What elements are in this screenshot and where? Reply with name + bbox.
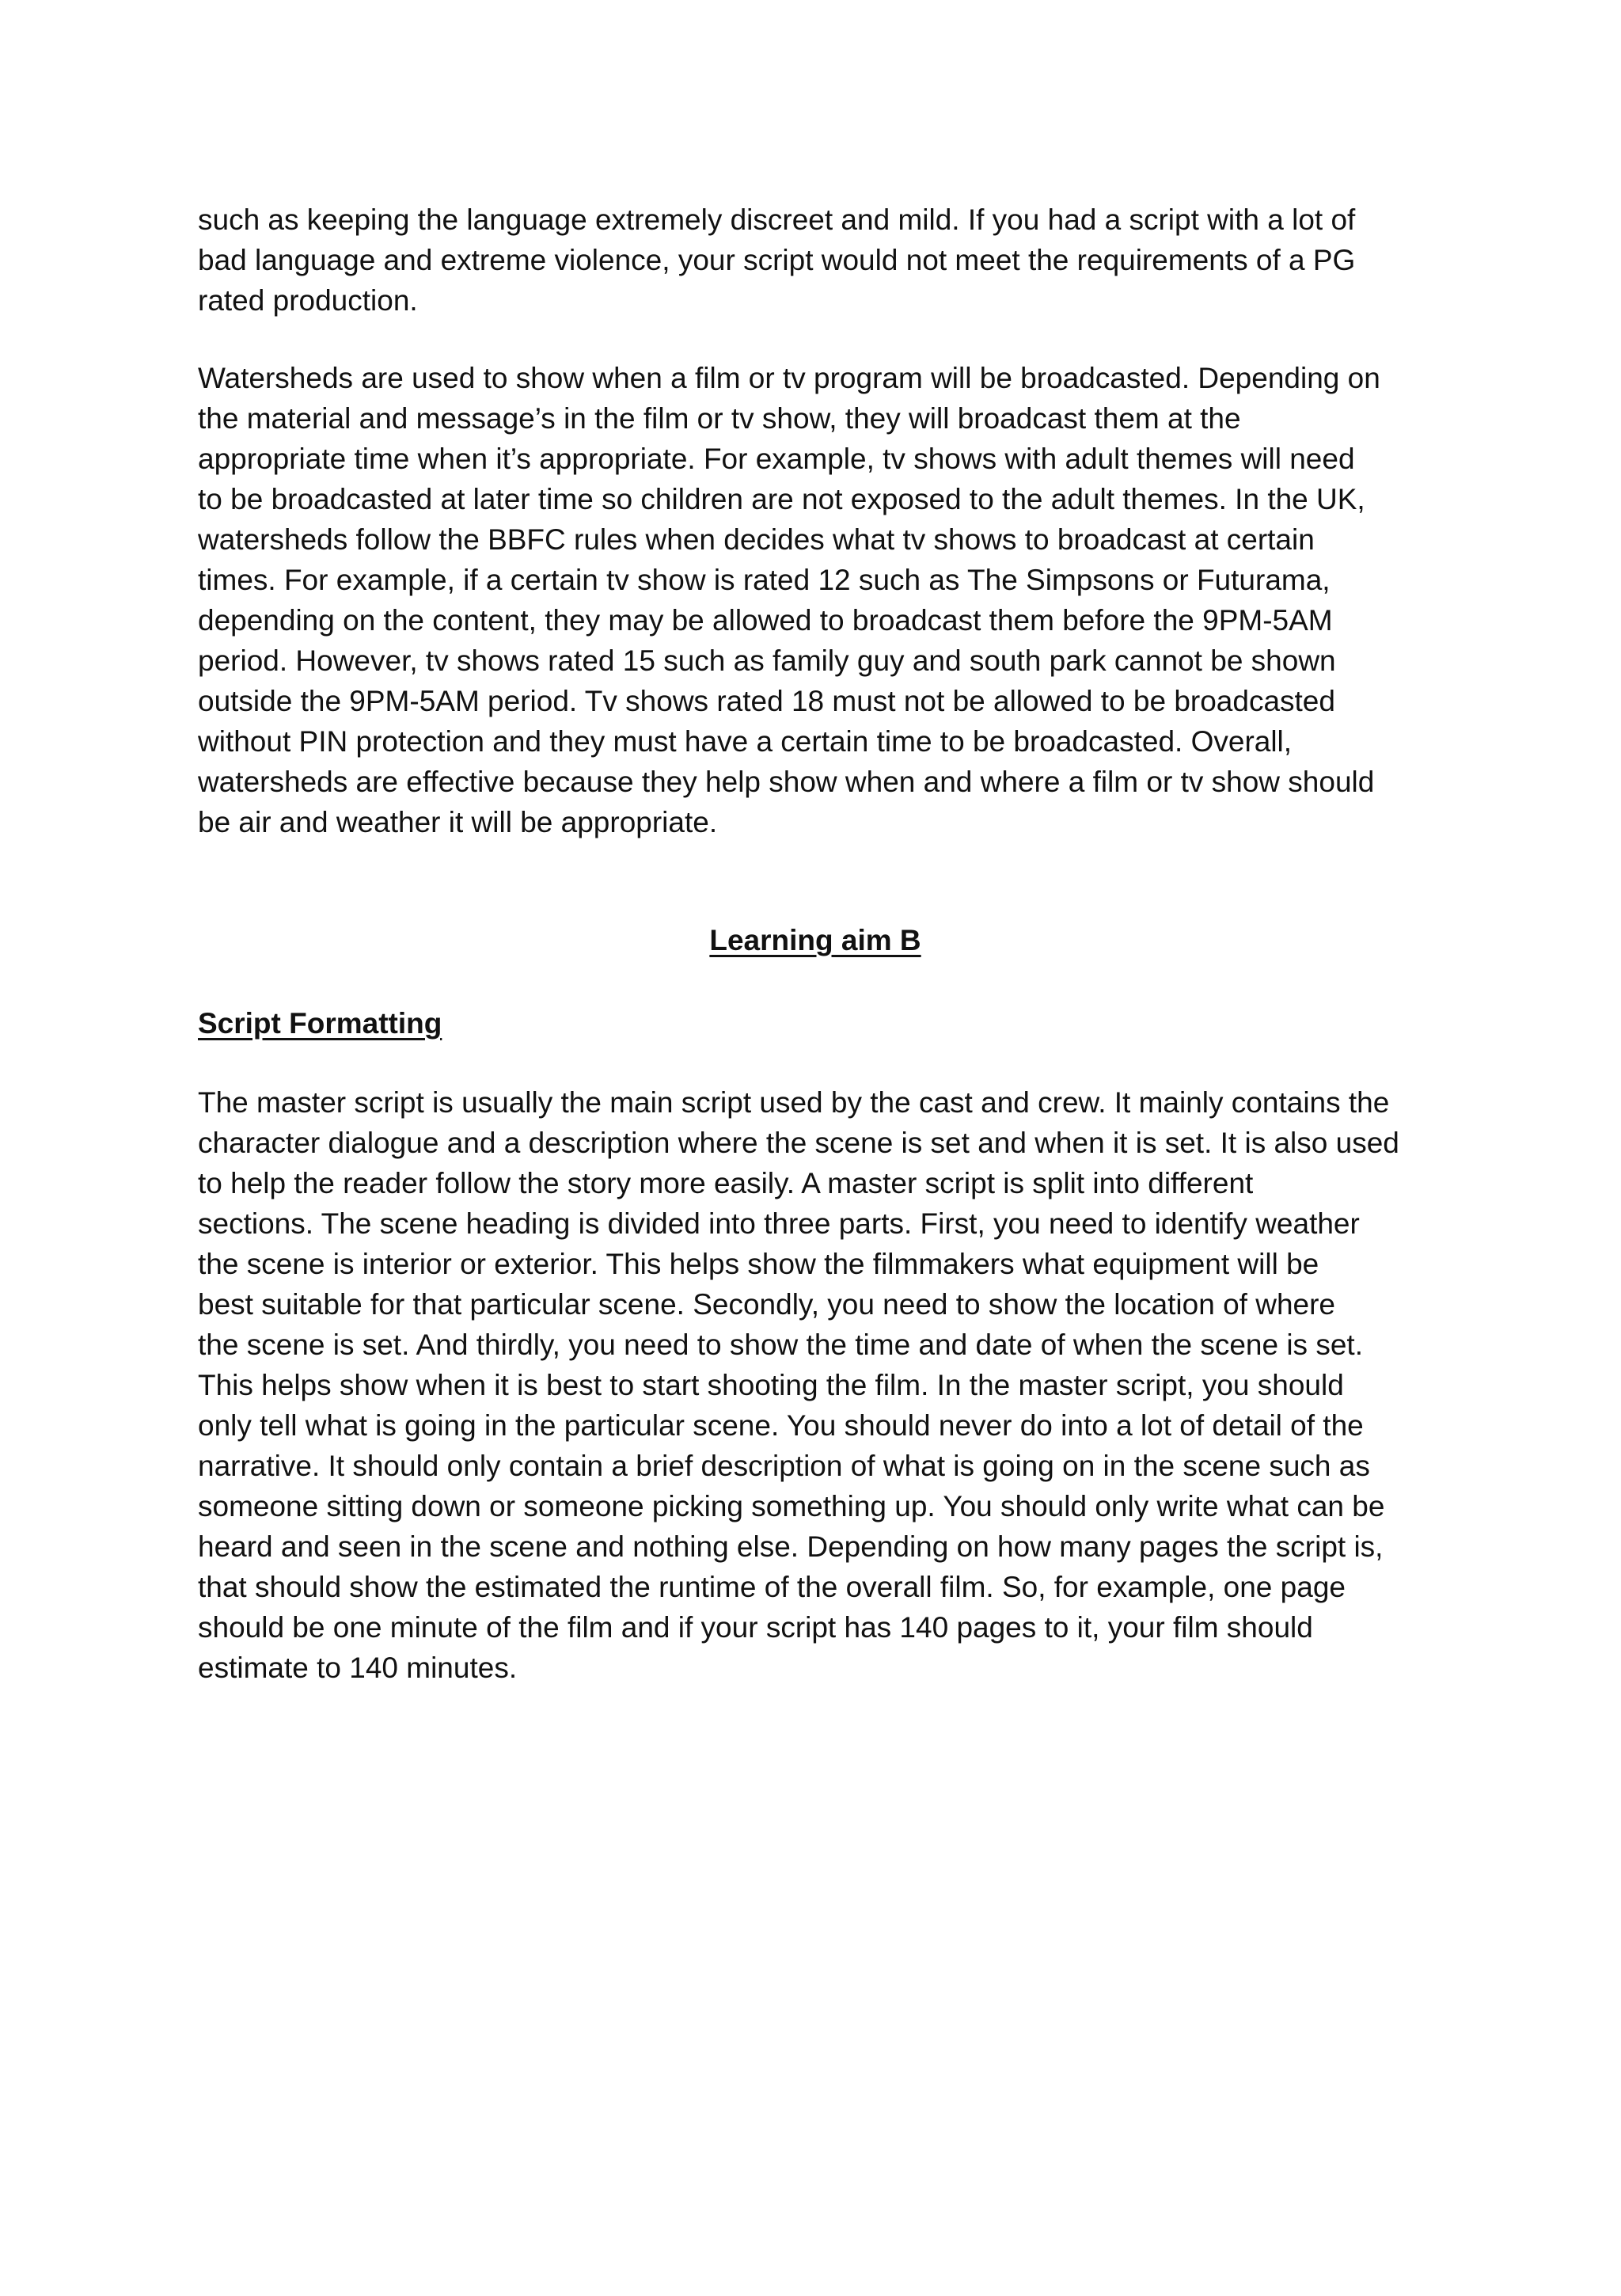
paragraph-master-script: The master script is usually the main script used by the cast and crew. It mainly contains the character dialogue and a description where the scene is set and when it is set. It is also used to help the reader follow the story more easily. A master script is split into different sections. The scene heading is divided into three parts. First, you need to identify weather the scene is interior or exterior. This helps show the filmmakers what equipment will be best suitable for that particular scene. Secondly, you need to show the location of where the scene is set. And thirdly, you need to show the time and date of when the scene is set. This helps show when it is best to start shooting the film. In the master script, you should only tell what is going in the particular scene. You should never do into a lot of detail of the narrative. It should only contain a brief description of what is going on in the scene such as someone sitting down or someone picking something up. You should only write what can be heard and seen in the scene and nothing else. Depending on how many pages the script is, that should show the estimated the runtime of the overall film. So, for example, one page should be one minute of the film and if your script has 140 pages to it, your film should estimate to 140 minutes. — [198, 1086, 1399, 1684]
heading-learning-aim-b: Learning aim B — [709, 924, 921, 956]
paragraph-ratings-continuation: such as keeping the language extremely discreet and mild. If you had a script with a lot of bad language and extreme violence, your script would not meet the requirements of a PG rated production. — [198, 203, 1356, 317]
paragraph-watersheds: Watersheds are used to show when a film or tv program will be broadcasted. Depending on the material and message’s in the film or tv show, they will broadcast them at the appropriate time when it’s appropriate. For example, tv shows with adult themes will need to be broadcasted at later time so children are not exposed to the adult themes. In the UK, watersheds follow the BBFC rules when decides what tv shows to broadcast at certain times. For example, if a certain tv show is rated 12 such as The Simpsons or Futurama, depending on the content, they may be allowed to broadcast them before the 9PM-5AM period. However, tv shows rated 15 such as family guy and south park cannot be shown outside the 9PM-5AM period. Tv shows rated 18 must not be allowed to be broadcasted without PIN protection and they must have a certain time to be broadcasted. Overall, watersheds are effective because they help show when and where a film or tv show should be air and weather it will be appropriate. — [198, 362, 1380, 838]
heading-script-formatting: Script Formatting — [198, 1007, 442, 1040]
